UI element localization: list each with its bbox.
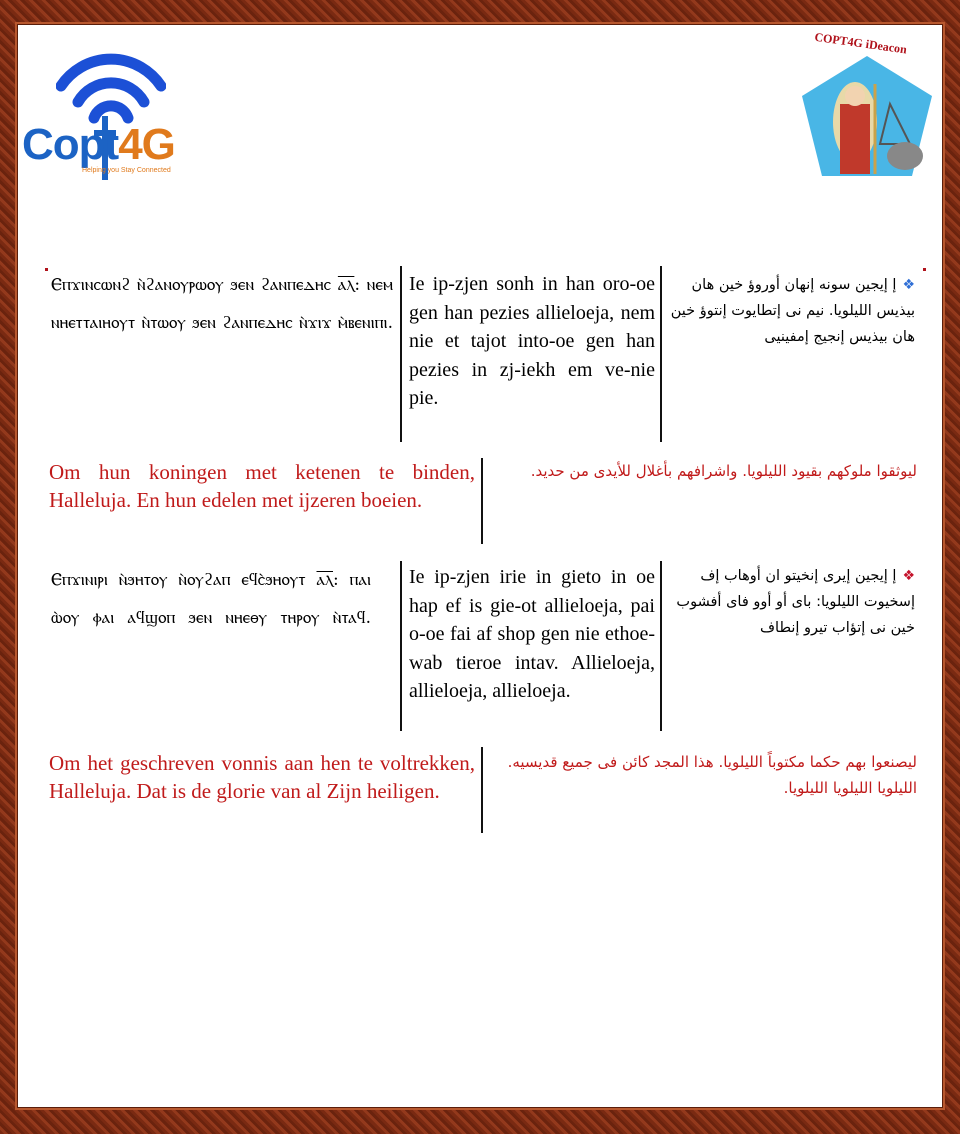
copt4g-logo — [22, 46, 182, 186]
dutch-translation: Om hun koningen met ketenen te binden, Halleluja. En hun edelen met ijzeren boeien. — [49, 460, 475, 512]
column-divider — [660, 266, 662, 442]
arabic-text: ❖إ إيجين سونه إنهان أوروؤ خين هان بيذيس الليلويا. نيم نى إتطايوت إنتوؤ خين هان بيذيس إنجيج إمفينيى — [670, 277, 915, 345]
column-divider — [400, 266, 402, 442]
column-divider — [481, 458, 483, 544]
verse-row-1 — [45, 266, 925, 442]
tagline: Helping you Stay Connected — [82, 167, 171, 174]
corner-mark — [923, 268, 926, 271]
ideacon-logo — [800, 29, 935, 179]
verse-row-2 — [45, 561, 925, 731]
translation-row-1 — [45, 458, 925, 542]
ideacon-title: COPT4G iDeacon — [813, 29, 908, 57]
brand-name: Copt4G — [22, 120, 175, 169]
corner-mark — [45, 268, 48, 271]
coptic-text: Ⲉⲡϫⲓⲛⲥⲱⲛϩ ⲛ̀ϩⲁⲛⲟⲩⲣⲱⲟⲩ ϧⲉⲛ ϩⲁⲛⲡⲉⲇⲏⲥ ⲁ̅ⲗ̅: ⲛⲉⲙ ⲛⲏⲉⲧⲧⲁⲓⲏⲟⲩⲧ ⲛ̀ⲧⲱⲟⲩ ϧⲉⲛ ϩⲁⲛⲡⲉⲇⲏⲥ ⲛ̀ϫⲓϫ ⲙ̀ⲃⲉⲛⲓⲡⲓ. — [51, 275, 393, 333]
column-divider — [481, 747, 483, 833]
column-divider — [400, 561, 402, 731]
arabic-text: ❖إ إيجين إيرى إنخيتو ان أوهاب إف إسخيوت الليلويا: باى أو أوو فاى أفشوب خين نى إتؤاب تيرو إنطاف — [676, 568, 915, 636]
diamond-cluster-icon: ❖ — [902, 568, 915, 584]
coptic-text: Ⲉⲡϫⲓⲛⲓⲣⲓ ⲛ̀ϧⲏⲧⲟⲩ ⲛ̀ⲟⲩϩⲁⲡ ⲉϥⲥ̀ϧⲏⲟⲩⲧ ⲁ̅ⲗ̅: ⲡⲁⲓ ⲱ̀ⲟⲩ ⲫⲁⲓ ⲁϥϣⲟⲡ ϧⲉⲛ ⲛⲏⲉⲑⲩ ⲧⲏⲣⲟⲩ ⲛ̀ⲧⲁϥ. — [51, 570, 371, 628]
arabic-translation: ليصنعوا بهم حكما مكتوباً الليلويا. هذا المجد كائن فى جميع قديسيه. الليلويا الليلويا الليلويا. — [507, 753, 917, 797]
dutch-translation: Om het geschreven vonnis aan hen te voltrekken, Halleluja. Dat is de glorie van al Zijn heiligen. — [49, 751, 475, 803]
transliteration-text: Ie ip-zjen irie in gieto in oe hap ef is gie-ot allieloeja, pai o-oe fai af shop gen nie ethoe-wab tieroe intav. Allieloeja, allieloeja, allieloeja. — [409, 566, 655, 702]
column-divider — [660, 561, 662, 731]
arabic-translation: ليوثقوا ملوكهم بقيود الليلويا. واشرافهم بأغلال للأيدى من حديد. — [530, 462, 917, 480]
translation-row-2 — [45, 749, 925, 835]
diamond-cluster-icon: ❖ — [902, 277, 915, 293]
transliteration-text: Ie ip-zjen sonh in han oro-oe gen han pezies allieloeja, nem nie et tajot into-oe gen han pezies in zj-iekh em ve-nie pie. — [409, 273, 655, 409]
